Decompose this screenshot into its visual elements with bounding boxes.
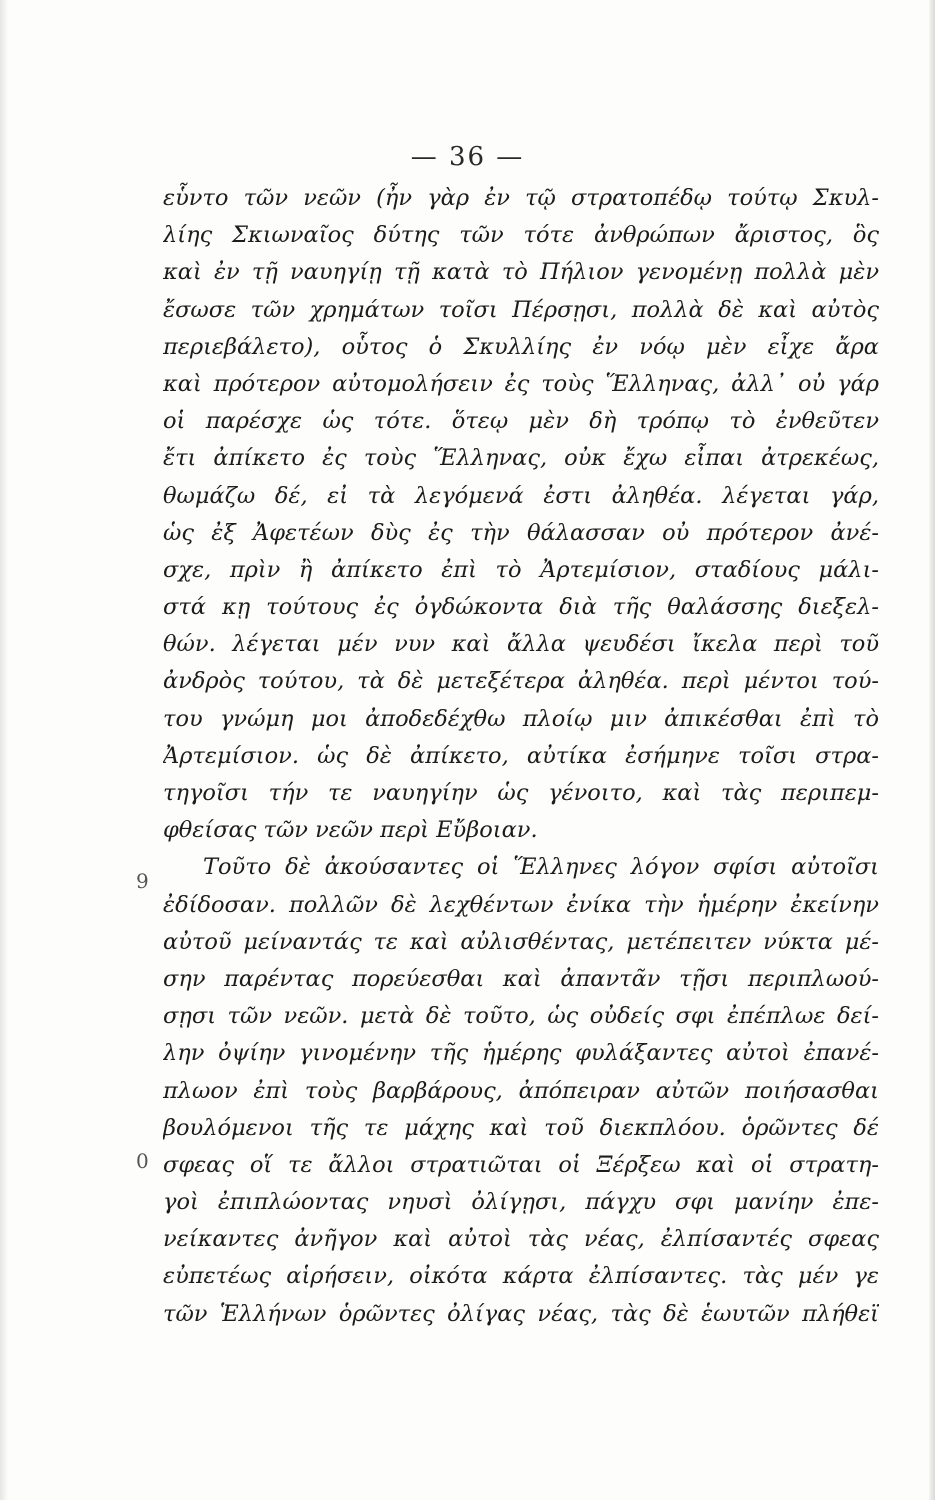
text-line: του γνώμη μοι ἀποδεδέχθω πλοίῳ μιν ἀπικέσθαι ἐπὶ τὸ — [163, 705, 879, 732]
text-line: γοὶ ἐπιπλώοντας νηυσὶ ὀλίγῃσι, πάγχυ σφι μανίην ἐπε- — [163, 1189, 879, 1216]
text-line: καὶ πρότερον αὐτομολήσειν ἐς τοὺς Ἕλληνας, ἀλλ᾽ οὐ γάρ — [163, 370, 879, 397]
margin-chapter-number: 9 — [136, 869, 149, 893]
text-line: σφεας οἵ τε ἄλλοι στρατιῶται οἱ Ξέρξεω καὶ οἱ στρατη- — [163, 1151, 879, 1178]
page-right-edge-shadow — [929, 0, 935, 1500]
text-line: ἐδίδοσαν. πολλῶν δὲ λεχθέντων ἐνίκα τὴν ἡμέρην ἐκείνην — [163, 891, 879, 918]
text-line: εὗντο τῶν νεῶν (ἦν γὰρ ἐν τῷ στρατοπέδῳ τούτῳ Σκυλ- — [163, 185, 879, 211]
text-line: πλωον ἐπὶ τοὺς βαρβάρους, ἀπόπειραν αὐτῶν ποιήσασθαι — [163, 1077, 879, 1104]
text-line: στά κῃ τούτους ἐς ὀγδώκοντα διὰ τῆς θαλάσσης διεξελ- — [163, 594, 879, 621]
margin-chapter-number: 0 — [136, 1149, 149, 1173]
text-line: σην παρέντας πορεύεσθαι καὶ ἀπαντᾶν τῇσι περιπλωού- — [163, 965, 879, 992]
body-text — [163, 180, 879, 1333]
text-line: θωμάζω δέ, εἰ τὰ λεγόμενά ἐστι ἀληθέα. λέγεται γάρ, — [163, 482, 879, 509]
text-line: σχε, πρὶν ἢ ἀπίκετο ἐπὶ τὸ Ἀρτεμίσιον, σταδίους μάλι- — [163, 556, 879, 583]
page-left-edge-shadow — [0, 0, 8, 1500]
text-line: τηγοῖσι τήν τε ναυηγίην ὡς γένοιτο, καὶ τὰς περιπεμ- — [163, 780, 879, 806]
text-line: νείκαντες ἀνῆγον καὶ αὐτοὶ τὰς νέας, ἐλπίσαντές σφεας — [163, 1226, 879, 1253]
text-line: ἔτι ἀπίκετο ἐς τοὺς Ἕλληνας, οὐκ ἔχω εἶπαι ἀτρεκέως, — [163, 445, 879, 472]
text-line: αὐτοῦ μείναντάς τε καὶ αὐλισθέντας, μετέπειτεν νύκτα μέ- — [163, 928, 879, 955]
text-line: θών. λέγεται μέν νυν καὶ ἄλλα ψευδέσι ἴκελα περὶ τοῦ — [163, 631, 879, 658]
text-line: βουλόμενοι τῆς τε μάχης καὶ τοῦ διεκπλόου. ὁρῶντες δέ — [163, 1114, 879, 1141]
text-line: σῃσι τῶν νεῶν. μετὰ δὲ τοῦτο, ὡς οὐδείς σφι ἐπέπλωε δεί- — [163, 1003, 879, 1030]
page-number: — 36 — — [410, 142, 525, 172]
text-line: εὐπετέως αἱρήσειν, οἰκότα κάρτα ἐλπίσαντες. τὰς μέν γε — [163, 1263, 879, 1290]
text-line: Τοῦτο δὲ ἀκούσαντες οἱ Ἕλληνες λόγον σφίσι αὐτοῖσι — [203, 854, 879, 881]
text-line: καὶ ἐν τῇ ναυηγίῃ τῇ κατὰ τὸ Πήλιον γενομένῃ πολλὰ μὲν — [163, 259, 879, 286]
text-line: ὡς ἐξ Ἀφετέων δὺς ἐς τὴν θάλασσαν οὐ πρότερον ἀνέ- — [163, 519, 879, 546]
text-line: λίης Σκιωναῖος δύτης τῶν τότε ἀνθρώπων ἄριστος, ὃς — [163, 222, 879, 249]
text-line: τῶν Ἑλλήνων ὁρῶντες ὀλίγας νέας, τὰς δὲ ἑωυτῶν πλήθεϊ — [163, 1300, 879, 1327]
text-line: λην ὀψίην γινομένην τῆς ἡμέρης φυλάξαντες αὐτοὶ ἐπανέ- — [163, 1040, 879, 1067]
text-line: οἱ παρέσχε ὡς τότε. ὅτεῳ μὲν δὴ τρόπῳ τὸ ἐνθεῦτεν — [163, 408, 879, 435]
text-line: Ἀρτεμίσιον. ὡς δὲ ἀπίκετο, αὐτίκα ἐσήμηνε τοῖσι στρα- — [163, 742, 879, 769]
text-line: ἔσωσε τῶν χρημάτων τοῖσι Πέρσῃσι, πολλὰ δὲ καὶ αὐτὸς — [163, 296, 879, 323]
text-line: φθείσας τῶν νεῶν περὶ Εὔβοιαν. — [163, 817, 538, 844]
text-line: ἀνδρὸς τούτου, τὰ δὲ μετεξέτερα ἀληθέα. περὶ μέντοι τού- — [163, 668, 879, 695]
text-line: περιεβάλετο), οὗτος ὁ Σκυλλίης ἐν νόῳ μὲν εἶχε ἄρα — [163, 333, 879, 360]
